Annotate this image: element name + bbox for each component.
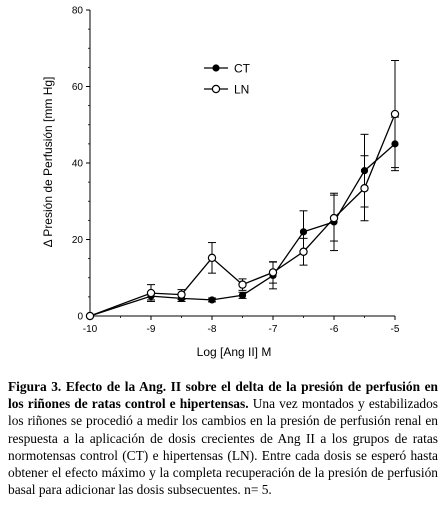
- legend-label-ct: CT: [234, 61, 250, 76]
- y-axis-ticks: [72, 6, 90, 323]
- data-point-ln: [178, 291, 185, 298]
- legend: [204, 62, 251, 97]
- legend-marker-ln: [212, 85, 219, 92]
- legend-label-ln: LN: [234, 82, 250, 97]
- x-tick-label: -10: [82, 324, 98, 335]
- legend-marker-ct: [213, 65, 219, 71]
- x-tick-label: -9: [146, 324, 156, 335]
- data-point-ln: [269, 269, 276, 276]
- series-layer: [86, 60, 399, 319]
- data-point-ln: [300, 248, 307, 255]
- x-tick-label: -6: [329, 324, 339, 335]
- x-tick-label: -5: [390, 324, 400, 335]
- x-tick-label: -7: [268, 324, 278, 335]
- y-tick-label: 60: [71, 82, 83, 93]
- data-point-ln: [208, 254, 215, 261]
- caption-title: Figura 3. Efecto de la Ang. II sobre el delta de la presión de perfusión en los riñones de ratas control e hipertensas.: [8, 379, 438, 412]
- y-tick-label: 20: [71, 235, 83, 246]
- data-point-ln: [86, 312, 93, 319]
- figure-caption: [8, 378, 438, 498]
- x-tick-label: -8: [207, 324, 217, 335]
- data-point-ln: [147, 289, 154, 296]
- y-tick-label: 80: [71, 5, 83, 17]
- y-axis-title: Δ Presión de Perfusión [mm Hg]: [41, 76, 55, 248]
- y-tick-label: 0: [77, 311, 83, 323]
- x-axis-ticks: [83, 316, 400, 335]
- data-point-ln: [330, 214, 337, 221]
- data-point-ct: [209, 297, 215, 303]
- series-ln: [86, 60, 399, 319]
- caption-text: Una vez montados y estabilizados los riñones se procedió a medir los cambios en la presión de perfusión renal en respuesta a la aplicación de dosis crecientes de Ang II a los grupos de ratas normotensas control (CT) e hipertensas (LN). Entre cada dosis se esperó hasta obtener el efecto máximo y la completa recuperación de la presión de perfusión basal para adicionar las dosis subsecuentes. n= 5.: [8, 396, 438, 498]
- data-point-ln: [239, 281, 246, 288]
- x-axis-title: Log [Ang II] M: [196, 345, 272, 359]
- data-point-ln: [361, 185, 368, 192]
- data-point-ln: [391, 110, 398, 117]
- chart-axes: [90, 10, 395, 316]
- data-point-ct: [240, 292, 246, 298]
- y-tick-label: 40: [71, 158, 83, 170]
- data-point-ct: [301, 229, 307, 235]
